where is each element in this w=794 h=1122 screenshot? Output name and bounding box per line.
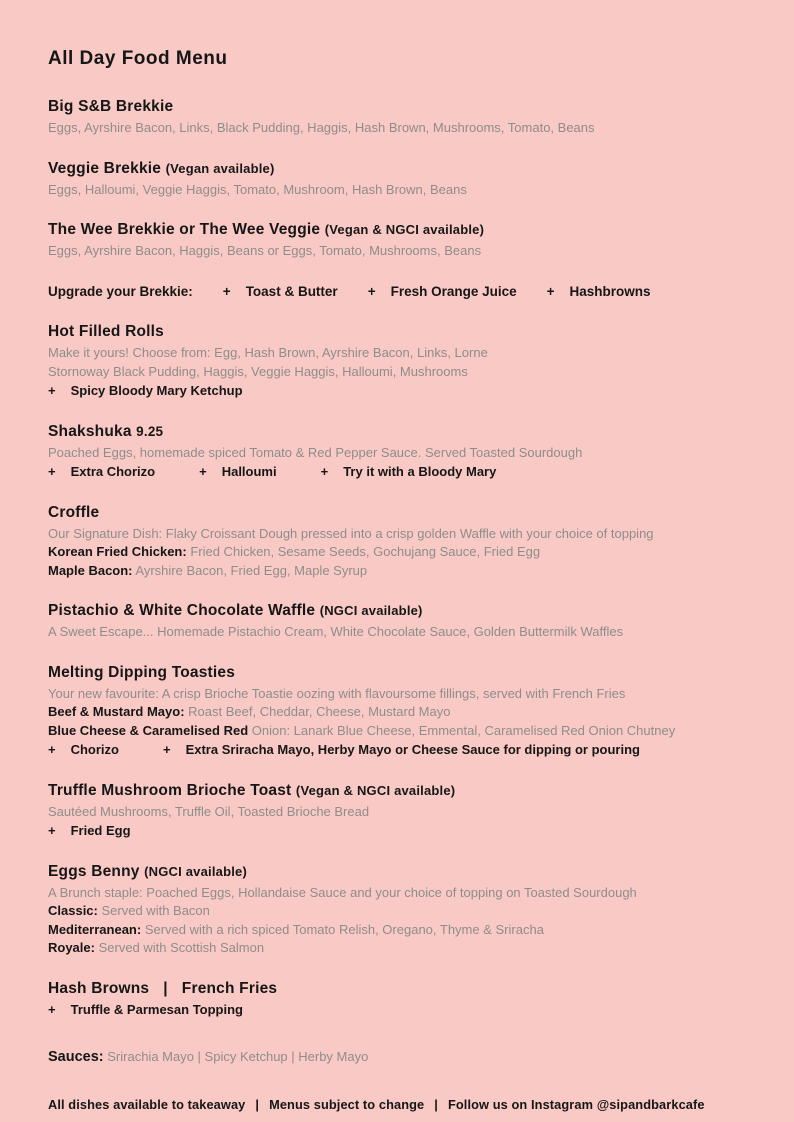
pipe-separator: | <box>255 1097 260 1112</box>
addon-label: Fresh Orange Juice <box>390 283 517 299</box>
addon <box>223 283 338 302</box>
sauces-row <box>48 1047 754 1067</box>
addon-label: Fried Egg <box>70 823 131 838</box>
item-name: French Fries <box>181 979 278 997</box>
variant-label: Royale: <box>48 940 95 955</box>
plus-sign: + <box>48 383 56 398</box>
item-description: A Brunch staple: Poached Eggs, Hollandaise Sauce and your choice of topping on Toasted Sourdough <box>48 884 637 900</box>
plus-sign: + <box>48 464 56 479</box>
item-description: Eggs, Ayrshire Bacon, Links, Black Pudding, Haggis, Hash Brown, Mushrooms, Tomato, Beans <box>48 120 595 135</box>
footer-segment: All dishes available to takeaway <box>48 1097 246 1112</box>
menu-item-big-sb-brekkie <box>48 97 754 138</box>
menu-item-eggs-benny <box>48 862 754 958</box>
item-name: Eggs Benny <box>48 862 140 880</box>
item-variant <box>48 902 754 921</box>
item-description: Stornoway Black Pudding, Haggis, Veggie Haggis, Halloumi, Mushrooms <box>48 363 468 379</box>
menu-item-pistachio-waffle <box>48 601 754 642</box>
availability-note: (NGCI available) <box>144 863 247 879</box>
addon <box>163 741 640 760</box>
item-heading <box>48 422 754 442</box>
menu-item-croffle <box>48 503 754 581</box>
addon <box>48 741 119 760</box>
menu-item-melting-dipping-toasties <box>48 663 754 760</box>
availability-note: (NGCI available) <box>319 603 423 618</box>
item-description: Your new favourite: A crisp Brioche Toastie oozing with flavoursome fillings, served with French Fries <box>48 685 626 701</box>
addon <box>368 283 517 302</box>
upgrade-brekkie-row <box>48 282 754 302</box>
item-variant <box>48 543 754 562</box>
item-addons <box>48 463 754 482</box>
variant-text: Served with a rich spiced Tomato Relish, Oregano, Thyme & Sriracha <box>144 921 544 937</box>
item-variant <box>48 921 754 940</box>
addon-label: Extra Sriracha Mayo, Herby Mayo or Cheese Sauce for dipping or pouring <box>185 742 640 757</box>
plus-sign: + <box>367 283 376 299</box>
item-name: Veggie Brekkie <box>48 159 162 177</box>
plus-sign: + <box>222 283 231 299</box>
menu-item-veggie-brekkie <box>48 159 754 200</box>
item-addons <box>48 382 754 401</box>
pipe-separator: | <box>163 979 168 997</box>
variant-label: Korean Fried Chicken: <box>48 544 187 559</box>
item-description: Eggs, Ayrshire Bacon, Haggis, Beans or Eggs, Tomato, Mushrooms, Beans <box>48 243 482 258</box>
sauces-label: Sauces: <box>48 1049 104 1065</box>
plus-sign: + <box>162 742 171 757</box>
upgrade-label: Upgrade your Brekkie: <box>48 283 193 299</box>
item-description: Poached Eggs, homemade spiced Tomato & Red Pepper Sauce. Served Toasted Sourdough <box>48 444 583 460</box>
menu-item-truffle-mushroom-brioche-toast <box>48 781 754 841</box>
item-name: Croffle <box>48 503 100 521</box>
item-heading <box>48 781 754 801</box>
item-name: Big S&B Brekkie <box>48 98 174 115</box>
sauces-list: Srirachia Mayo | Spicy Ketchup | Herby Mayo <box>107 1049 369 1064</box>
menu-item-shakshuka <box>48 422 754 482</box>
item-heading <box>48 862 754 882</box>
addon <box>48 382 243 401</box>
item-name: Pistachio & White Chocolate Waffle <box>48 602 316 619</box>
addon <box>48 1001 243 1020</box>
item-addons <box>48 1001 754 1020</box>
item-name: Melting Dipping Toasties <box>48 663 236 681</box>
item-addons <box>48 741 754 760</box>
variant-text: Ayrshire Bacon, Fried Egg, Maple Syrup <box>135 562 368 578</box>
variant-label: Maple Bacon: <box>48 562 133 578</box>
variant-text: Served with Bacon <box>101 903 210 918</box>
item-description: Eggs, Halloumi, Veggie Haggis, Tomato, Mushroom, Hash Brown, Beans <box>48 181 467 197</box>
footer-segment: Follow us on Instagram @sipandbarkcafe <box>447 1097 705 1112</box>
item-heading <box>48 159 754 179</box>
item-description: Make it yours! Choose from: Egg, Hash Brown, Ayrshire Bacon, Links, Lorne <box>48 345 488 360</box>
item-heading <box>48 601 754 621</box>
addon-label: Extra Chorizo <box>70 464 156 479</box>
item-variant <box>48 703 754 722</box>
addon <box>48 463 155 482</box>
plus-sign: + <box>48 823 56 838</box>
item-variant <box>48 722 754 741</box>
footer-segment: Menus subject to change <box>269 1097 425 1112</box>
variant-label: Classic: <box>48 903 98 918</box>
item-heading <box>48 979 754 999</box>
addon-label: Try it with a Bloody Mary <box>343 464 497 479</box>
page-title: All Day Food Menu <box>48 48 228 69</box>
availability-note: (Vegan available) <box>165 160 275 176</box>
addon-label: Halloumi <box>221 464 277 479</box>
addon-label: Truffle & Parmesan Topping <box>70 1001 243 1017</box>
item-description: Our Signature Dish: Flaky Croissant Dough pressed into a crisp golden Waffle with your choice of topping <box>48 525 654 541</box>
variant-text: Served with Scottish Salmon <box>98 940 265 955</box>
variant-text: Roast Beef, Cheddar, Cheese, Mustard Mayo <box>188 704 451 719</box>
plus-sign: + <box>48 1001 56 1017</box>
item-name: Hot Filled Rolls <box>48 323 165 340</box>
item-name: The Wee Brekkie or The Wee Veggie <box>48 221 321 238</box>
item-description: Sautéed Mushrooms, Truffle Oil, Toasted Brioche Bread <box>48 803 370 819</box>
availability-note: (Vegan & NGCI available) <box>295 782 456 798</box>
menu-item-wee-brekkie <box>48 220 754 261</box>
availability-note: (Vegan & NGCI available) <box>324 222 485 237</box>
plus-sign: + <box>320 464 329 479</box>
addon-label: Hashbrowns <box>569 283 651 299</box>
variant-text: Onion: Lanark Blue Cheese, Emmental, Caramelised Red Onion Chutney <box>251 722 676 738</box>
menu-item-hash-browns-french-fries <box>48 979 754 1020</box>
addon-label: Chorizo <box>70 742 119 757</box>
addon <box>321 463 497 482</box>
item-addons <box>48 822 754 841</box>
item-name: Hash Browns <box>48 979 150 997</box>
footer <box>48 1097 754 1112</box>
item-name: Shakshuka <box>48 422 132 440</box>
addon-label: Spicy Bloody Mary Ketchup <box>70 383 243 398</box>
addon <box>199 463 277 482</box>
variant-text: Fried Chicken, Sesame Seeds, Gochujang Sauce, Fried Egg <box>190 544 541 559</box>
plus-sign: + <box>546 283 555 299</box>
variant-label: Beef & Mustard Mayo: <box>48 704 185 719</box>
item-price: 9.25 <box>136 423 164 439</box>
pipe-separator: | <box>434 1097 438 1112</box>
addon-label: Toast & Butter <box>245 283 338 299</box>
plus-sign: + <box>48 742 56 757</box>
item-name: Truffle Mushroom Brioche Toast <box>48 781 292 799</box>
upgrade-addons <box>223 283 651 302</box>
item-description: A Sweet Escape... Homemade Pistachio Cream, White Chocolate Sauce, Golden Buttermilk Waffles <box>48 624 624 639</box>
variant-label: Mediterranean: <box>48 921 142 937</box>
item-variant <box>48 939 754 958</box>
addon <box>547 283 651 302</box>
item-heading <box>48 220 754 240</box>
menu-item-hot-filled-rolls <box>48 322 754 401</box>
plus-sign: + <box>199 464 207 479</box>
addon <box>48 822 131 841</box>
item-variant <box>48 562 754 581</box>
variant-label: Blue Cheese & Caramelised Red <box>48 722 249 738</box>
